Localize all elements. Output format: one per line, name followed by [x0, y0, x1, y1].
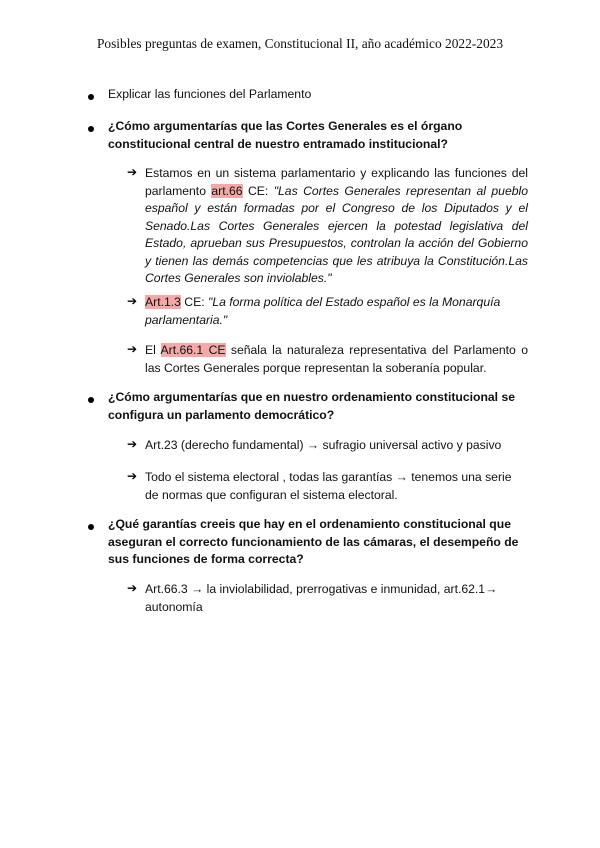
highlighted-article: art.66	[211, 183, 243, 198]
question-3: ¿Cómo argumentarías que en nuestro ordenamiento constitucional se configura un parlamento democrático?	[108, 390, 515, 422]
sub-text: El	[145, 343, 161, 357]
question-4: ¿Qué garantías creeis que hay en el ordenamiento constitucional que aseguran el correcto funcionamiento de las cámaras, el desempeño de sus funciones de forma correcta?	[108, 517, 519, 566]
arrow-icon: ➔	[127, 437, 138, 451]
sub-text: señala la naturaleza representativa del Parlamento o las Cortes Generales porque representan la soberanía popular.	[145, 343, 528, 375]
sub-item-2-2	[145, 294, 528, 329]
sub-text: Estamos en un sistema parlamentario y explicando las funciones del parlamento	[145, 166, 528, 198]
arrow-icon: ➔	[127, 469, 138, 483]
bullet-2	[88, 126, 94, 132]
sub-item-2-3	[145, 342, 528, 377]
highlighted-article: Art.66.1 CE	[160, 343, 226, 357]
question-2: ¿Cómo argumentarías que las Cortes Generales es el órgano constitucional central de nuestro entramado institucional?	[108, 119, 463, 151]
sub-item-4-1: Art.66.3 → la inviolabilidad, prerrogativas e inmunidad, art.62.1→ autonomía	[145, 582, 498, 614]
sub-text: CE:	[242, 183, 274, 198]
sub-item-3-2: Todo el sistema electoral , todas las garantías → tenemos una serie de normas que configuran el sistema electoral.	[145, 470, 512, 502]
quoted-text: "Las Cortes Generales representan al pueblo español y están formadas por el Congreso de los Diputados y el Senado.Las Cortes Generales ejercen la potestad legislativa del Estado, aprueban sus Presupuestos, controlan la acción del Gobierno y tienen las demás competencias que les atribuya la Constitución.Las Cortes Generales son inviolables."	[145, 183, 528, 285]
arrow-icon: ➔	[127, 165, 138, 179]
highlighted-article: Art.1.3	[145, 295, 181, 309]
list-item-1: Explicar las funciones del Parlamento	[108, 87, 312, 101]
bullet-3	[88, 397, 94, 403]
quoted-text: "La forma política del Estado español es la Monarquía parlamentaria."	[145, 295, 501, 327]
sub-item-3-1: Art.23 (derecho fundamental) → sufragio universal activo y pasivo	[145, 438, 502, 452]
sub-item-2-1	[145, 165, 528, 288]
arrow-icon: ➔	[127, 581, 138, 595]
sub-text: CE:	[180, 295, 208, 309]
bullet-4	[88, 524, 94, 530]
page-header: Posibles preguntas de examen, Constitucional II, año académico 2022-2023	[96, 36, 504, 51]
bullet-1	[88, 94, 94, 100]
arrow-icon: ➔	[127, 342, 138, 356]
arrow-icon: ➔	[127, 294, 138, 308]
